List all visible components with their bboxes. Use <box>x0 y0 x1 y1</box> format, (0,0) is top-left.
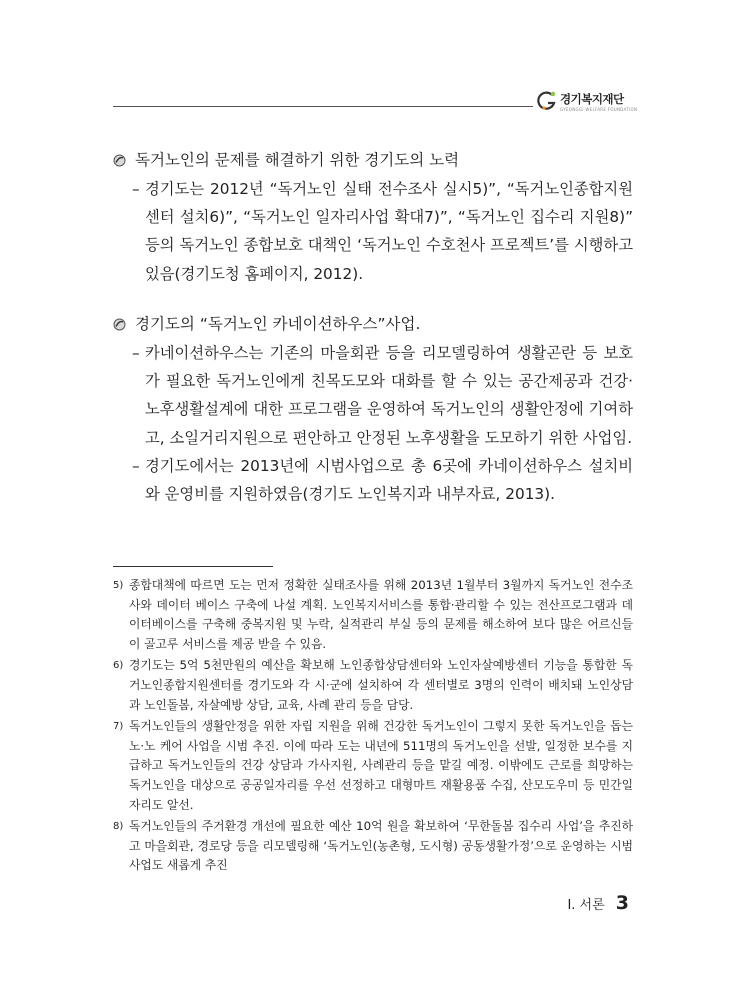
dash-marker: – <box>132 344 140 362</box>
list-item <box>113 452 633 508</box>
footnote-number: 6) <box>113 660 124 672</box>
footnote-text: 종합대책에 따르면 도는 먼저 정확한 실태조사를 위해 2013년 1월부터 3월까지 독거노인 전수조사와 데이터 베이스 구축에 나설 계획. 노인복지서비스를 통합·관리할 수 있는 전산프로그램과 데이터베이스를 구축해 중복지원 및 누락, 실적관리 부실 등의 문제를 해소하여 보다 많은 어르신들이 골고루 서비스를 제공 받을 수 있음. <box>129 578 633 651</box>
header-rule <box>113 106 533 107</box>
bullet-icon <box>113 318 126 331</box>
section-carnation-house <box>113 312 633 508</box>
list-item-text: 경기도는 2012년 “독거노인 실태 전수조사 실시5)”, “독거노인종합지원센터 설치6)”, “독거노인 일자리사업 확대7)”, “독거노인 집수리 지원8)” 등의 독거노인 종합보호 대책인 ‘독거노인 수호천사 프로젝트’를 시행하고 있음(경기도청 홈페이지, 2012). <box>145 180 633 283</box>
section-heading <box>113 312 633 336</box>
section-heading-text: 독거노인의 문제를 해결하기 위한 경기도의 노력 <box>135 151 460 169</box>
org-name: 경기복지재단 <box>560 92 624 106</box>
footnote-number: 5) <box>113 580 124 591</box>
page-footer <box>567 892 629 914</box>
section-elderly-efforts <box>113 148 633 288</box>
dash-marker: – <box>132 180 140 198</box>
footnote-text: 독거노인들의 생활안정을 위한 자립 지원을 위해 건강한 독거노인이 그렇지 못한 독거노인을 돕는 노·노 케어 사업을 시범 추진. 이에 따라 도는 내년에 511명의 독거노인을 선발, 일정한 보수를 지급하고 독거노인들의 건강 상담과 가사지원, 사례관리 등을 맡길 예정. 이밖에도 근로를 희망하는 독거노인을 대상으로 공공일자리를 우선 선정하고 대형마트 재활용품 수집, 산모도우미 등 민간일자리도 알선. <box>129 719 633 812</box>
list-item-text: 경기도에서는 2013년에 시범사업으로 총 6곳에 카네이션하우스 설치비와 운영비를 지원하였음(경기도 노인복지과 내부자료, 2013). <box>145 456 633 504</box>
org-subname: GYEONGGI WELFARE FOUNDATION <box>560 107 638 112</box>
footnote <box>113 817 633 876</box>
list-item-text: 카네이션하우스는 기존의 마을회관 등을 리모델링하여 생활곤란 등 보호가 필요한 독거노인에게 친목도모와 대화를 할 수 있는 공간제공과 건강·노후생활설계에 대한 프로그램을 운영하여 독거노인의 생활안정에 기여하고, 소일거리지원으로 편안하고 안정된 노후생활을 도모하기 위한 사업임. <box>145 344 633 447</box>
section-heading <box>113 148 633 172</box>
list-item <box>113 175 633 288</box>
footnote <box>113 656 633 715</box>
section-heading-text: 경기도의 “독거노인 카네이션하우스”사업. <box>135 315 421 333</box>
footnote-number: 8) <box>113 821 124 833</box>
footnote-number: 7) <box>113 721 124 733</box>
footnotes <box>113 576 633 878</box>
footnote-rule <box>113 566 273 567</box>
footnote-text: 독거노인들의 주거환경 개선에 필요한 예산 10억 원을 확보하여 ‘무한돌봄 집수리 사업’을 추진하고 마을회관, 경로당 등을 리모델링해 ‘독거노인(농촌형, 도시형) 공동생활가정’으로 운영하는 시범사업도 새롭게 추진 <box>129 819 633 873</box>
dash-marker: – <box>132 456 140 475</box>
org-logo <box>536 88 636 116</box>
page-number: 3 <box>615 892 629 914</box>
bullet-icon <box>113 154 126 167</box>
list-item <box>113 339 633 452</box>
footnote-text: 경기도는 5억 5천만원의 예산을 확보해 노인종합상담센터와 노인자살예방센터 기능을 통합한 독거노인종합지원센터를 경기도와 각 시·군에 설치하여 각 센터별로 3명의 인력이 배치돼 노인상담과 노인돌봄, 자살예방 상담, 교육, 사례 관리 등을 담당. <box>129 658 633 712</box>
footnote <box>113 576 633 654</box>
chapter-label: Ⅰ. 서론 <box>567 898 605 913</box>
logo-mark-icon <box>536 90 558 112</box>
footnote <box>113 717 633 815</box>
